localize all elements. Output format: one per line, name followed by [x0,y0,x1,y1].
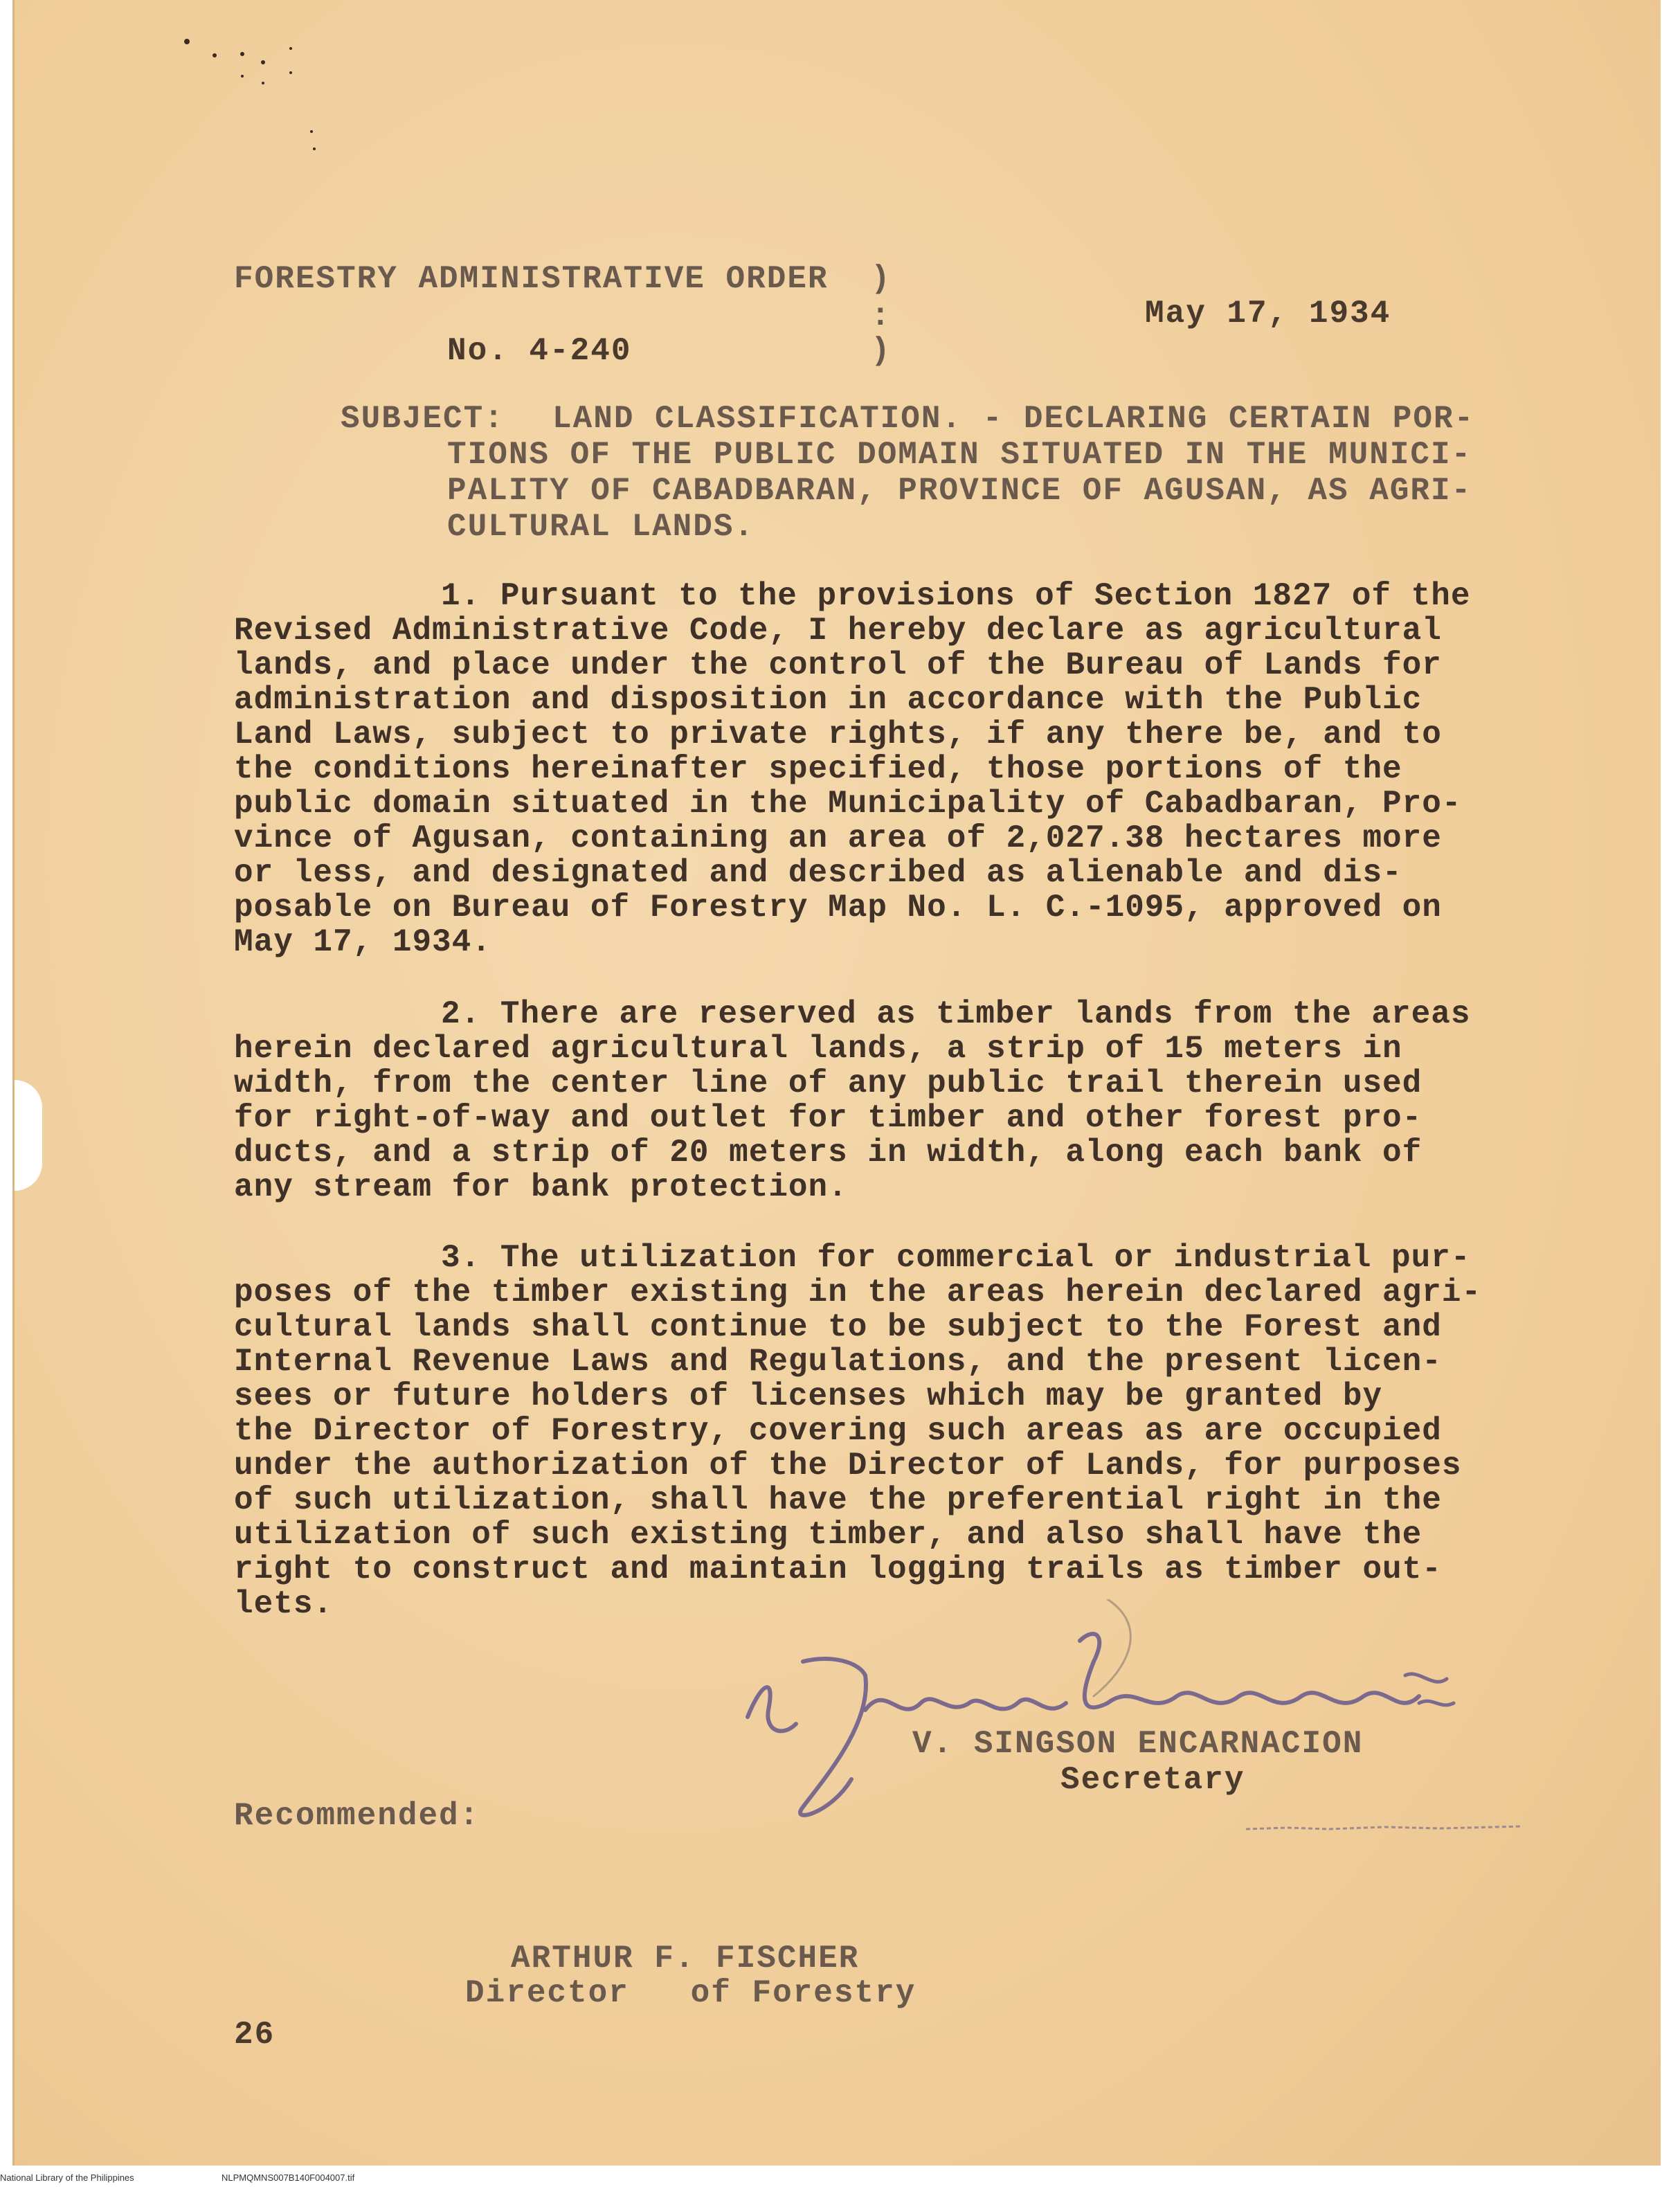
paragraph-1-line: or less, and designated and described as alienable and dis- [234,855,1402,891]
paragraph-2-line: width, from the center line of any public trail therein used [234,1065,1422,1101]
paragraph-3-line: cultural lands shall continue to be subject to the Forest and [234,1309,1442,1345]
paragraph-2-line: ducts, and a strip of 20 meters in width, along each bank of [234,1135,1422,1171]
torn-edge [15,1080,42,1191]
subject-line: LAND CLASSIFICATION. - DECLARING CERTAIN POR- [552,401,1475,437]
header-paren-bottom: ) [871,333,892,369]
paragraph-1-line: vince of Agusan, containing an area of 2,027.38 hectares more [234,820,1442,856]
paragraph-1-line: May 17, 1934. [234,924,491,960]
paragraph-3-line: under the authorization of the Director of Lands, for purposes [234,1448,1462,1484]
recommender-title: Director of Forestry [465,1975,916,2011]
paragraph-1-line: public domain situated in the Municipality of Cabadbaran, Pro- [234,786,1462,822]
paragraph-3-line: of such utilization, shall have the preferential right in the [234,1482,1442,1518]
subject-label: SUBJECT: [341,401,505,437]
signatory-title: Secretary [1060,1762,1245,1798]
header-paren-colon: : [871,298,892,334]
order-date: May 17, 1934 [1145,296,1391,332]
subject-line: CULTURAL LANDS. [447,509,755,545]
paragraph-3-line: poses of the timber existing in the areas herein declared agri- [234,1275,1482,1311]
order-number: No. 4-240 [447,333,632,369]
scan-library-caption: National Library of the Philippines [0,2172,134,2183]
faint-stamp-mark [1246,1821,1523,1835]
paragraph-2-line: any stream for bank protection. [234,1169,848,1205]
scan-filename: NLPMQMNS007B140F004007.tif [222,2172,355,2183]
paragraph-3-line: sees or future holders of licenses which may be granted by [234,1378,1383,1414]
paragraph-3-line: Internal Revenue Laws and Regulations, and the present licen- [234,1344,1442,1380]
paragraph-1-line: Land Laws, subject to private rights, if any there be, and to [234,717,1442,753]
paragraph-1-line: lands, and place under the control of the Bureau of Lands for [234,647,1442,683]
header-paren-top: ) [871,261,892,297]
paragraph-2-line: for right-of-way and outlet for timber and other forest pro- [234,1100,1422,1136]
page-number: 26 [234,2017,276,2053]
paragraph-2-line: 2. There are reserved as timber lands from the areas [342,996,1471,1032]
paragraph-1-line: the conditions hereinafter specified, those portions of the [234,751,1402,787]
signatory-name: V. SINGSON ENCARNACION [912,1726,1364,1762]
paragraph-2-line: herein declared agricultural lands, a strip of 15 meters in [234,1031,1402,1067]
recommender-name: ARTHUR F. FISCHER [511,1941,860,1977]
subject-line: TIONS OF THE PUBLIC DOMAIN SITUATED IN THE MUNICI- [447,437,1472,473]
paragraph-1-line: posable on Bureau of Forestry Map No. L. C.-1095, approved on [234,890,1442,926]
paragraph-1-line: administration and disposition in accordance with the Public [234,682,1422,718]
subject-line: PALITY OF CABADBARAN, PROVINCE OF AGUSAN, AS AGRI- [447,473,1472,509]
paragraph-3-line: utilization of such existing timber, and also shall have the [234,1517,1422,1553]
recommended-label: Recommended: [234,1798,480,1834]
pin-holes-marks [166,21,325,159]
order-title: FORESTRY ADMINISTRATIVE ORDER [234,261,829,297]
paragraph-1-line: Revised Administrative Code, I hereby declare as agricultural [234,613,1442,649]
paragraph-3-line: the Director of Forestry, covering such areas as are occupied [234,1413,1442,1449]
paragraph-3-line: lets. [234,1586,334,1622]
paragraph-3-line: 3. The utilization for commercial or industrial pur- [342,1240,1471,1276]
paragraph-1-line: 1. Pursuant to the provisions of Section 1827 of the [342,578,1471,614]
paragraph-3-line: right to construct and maintain logging trails as timber out- [234,1551,1442,1587]
